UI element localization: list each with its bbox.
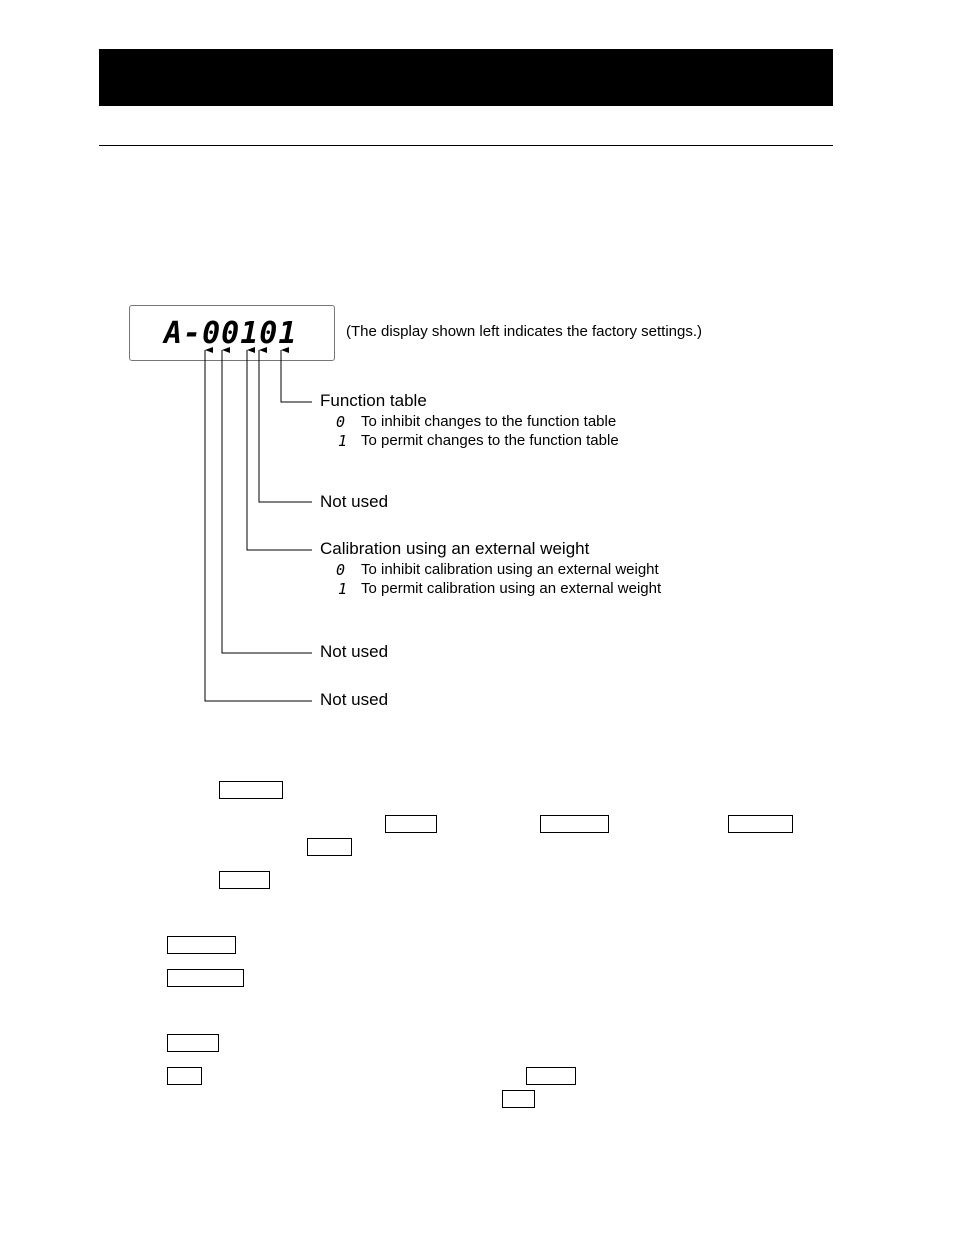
option-digit: 1 — [338, 432, 348, 450]
lcd-readout: A-00101 — [164, 316, 298, 351]
option-digit: 1 — [338, 580, 348, 598]
option-text: To inhibit calibration using an external weight — [361, 561, 659, 578]
key-symbol — [502, 1090, 535, 1108]
function-label: Not used — [320, 690, 389, 709]
key-symbol — [540, 815, 609, 833]
option-digit: 0 — [336, 413, 346, 431]
key-symbol — [219, 781, 283, 799]
key-symbol — [385, 815, 437, 833]
key-symbol — [167, 936, 236, 954]
key-symbol — [167, 969, 244, 987]
key-symbol — [219, 871, 270, 889]
option-text: To inhibit changes to the function table — [361, 413, 617, 430]
leader-function-table — [281, 350, 312, 402]
key-symbol — [728, 815, 793, 833]
display-note: (The display shown left indicates the factory settings.) — [346, 323, 703, 340]
function-label: Calibration using an external weight — [320, 539, 590, 558]
option-text: To permit calibration using an external weight — [361, 580, 662, 597]
function-label: Not used — [320, 492, 389, 511]
function-label: Not used — [320, 642, 389, 661]
option-text: To permit changes to the function table — [361, 432, 619, 449]
function-label: Function table — [320, 391, 427, 410]
leader-not-used-4 — [259, 350, 312, 502]
key-symbol — [167, 1067, 202, 1085]
key-symbol — [526, 1067, 576, 1085]
leader-calibration — [247, 350, 312, 550]
key-symbol — [167, 1034, 219, 1052]
key-symbol — [307, 838, 352, 856]
option-digit: 0 — [336, 561, 346, 579]
